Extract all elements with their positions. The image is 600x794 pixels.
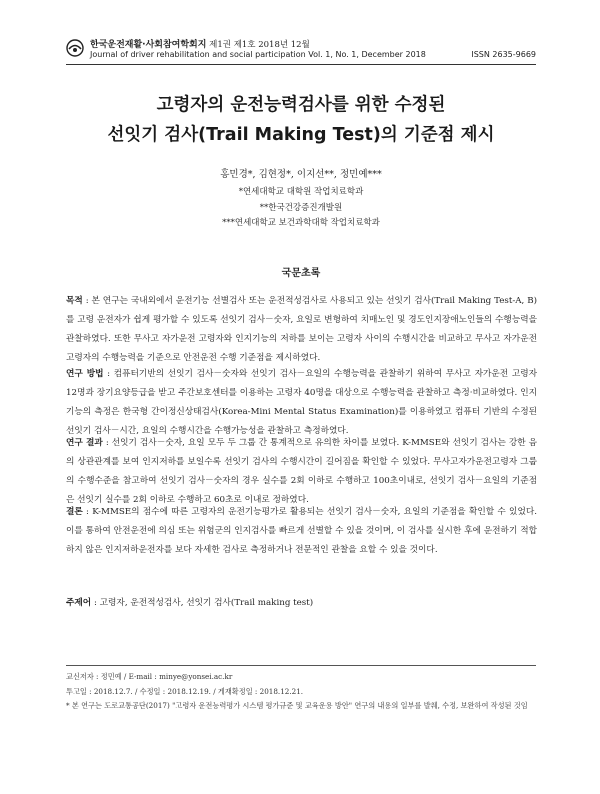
header-divider [66,64,536,65]
keywords-text: : 고령자, 운전적성검사, 선잇기 검사(Trail making test) [91,598,314,608]
objective-label: 목적 [66,296,83,306]
abstract-conclusion [66,503,537,560]
results-label: 연구 결과 [66,438,103,448]
journal-volume: 제1권 제1호 2018년 12월 [209,40,310,50]
abstract-results [66,434,537,510]
conclusion-label: 결론 [66,507,83,517]
issn: ISSN 2635-9669 [471,50,536,59]
journal-header [66,37,536,67]
footer-divider [66,665,536,666]
affiliation-1: *연세대학교 대학원 작업치료학과 [238,187,364,197]
abstract-heading: 국문초록 [281,268,321,279]
journal-name-korean: 한국운전재활·사회참여학회지 [90,40,207,50]
paper-title-line1: 고령자의 운전능력검사를 위한 수정된 [156,95,446,115]
affiliation-2: **한국건강증진개발원 [259,203,343,213]
results-text: : 선잇기 검사－숫자, 요일 모두 두 그룹 간 통계적으로 유의한 차이를 보였다. K-MMSE와 선잇기 검사는 강한 음의 상관관계를 보여 인지저하를 보일수록 선잇기 검사의 수행시간이 길어짐을 확인할 수 있었다. 무사고자가운전고령자 그룹의 수행수준을 참고하여 선잇기 검사－숫자의 경우 실수를 2회 이하로 수행하고 100초이내로, 선잇기 검사－요일의 기준점은 선잇기 실수를 2회 이하로 수행하고 60초로 이내로 정하였다. [66,438,537,505]
paper-title-line2: 선잇기 검사(Trail Making Test)의 기준점 제시 [107,125,495,145]
keywords-label: 주제어 [66,598,92,608]
journal-title-line [90,37,310,50]
abstract-methods [66,365,537,441]
journal-logo-icon [66,39,84,57]
affiliation-3: ***연세대학교 보건과학대학 작업치료학과 [222,218,380,228]
author-list: 홍민경*, 김현정*, 이지선**, 정민예*** [220,169,382,180]
abstract-objective [66,292,537,368]
correspondence-info: 교신저자 : 정민예 / E-mail : minye@yonsei.ac.kr [66,672,233,681]
funding-note: * 본 연구는 도로교통공단(2017) "고령자 운전능력평가 시스템 평가규준 및 교육운용 방안" 연구의 내용의 일부를 발췌, 수정, 보완하여 작성된 것임 [66,701,528,710]
keywords [66,596,537,608]
submission-dates: 투고일 : 2018.12.7. / 수정일 : 2018.12.19. / 게재확정일 : 2018.12.21. [66,687,304,696]
methods-text: : 컴퓨터기반의 선잇기 검사－숫자와 선잇기 검사－요일의 수행능력을 관찰하기 위하여 무사고 자가운전 고령자 12명과 장기요양등급을 받고 주간보호센터를 이용하는 고령자 40명을 대상으로 수행능력을 관찰하고 측정·비교하였다. 인지기능의 측정은 한국형 간이정신상태검사(Korea-Mini Mental Status Examination)를 이용하였고 컴퓨터 기반의 수정된 선잇기 검사－시간, 요일의 수행시간을 수행가능성을 관찰하고 측정하였다. [66,369,537,436]
conclusion-text: : K-MMSE의 점수에 따른 고령자의 운전기능평가로 활용되는 선잇기 검사－숫자, 요일의 기준점을 확인할 수 있었다. 이를 통하여 안전운전에 의심 또는 위험군의 인지검사를 빠르게 선별할 수 있을 것이며, 이 검사를 실시한 후에 운전하기 적합하지 않은 인지저하운전자를 보다 자세한 검사로 측정하거나 전문적인 관찰을 요할 수 있을 것이다. [66,507,537,555]
objective-text: : 본 연구는 국내외에서 운전기능 선별검사 또는 운전적성검사로 사용되고 있는 선잇기 검사(Trail Making Test-A, B)를 고령 운전자가 쉽게 평가할 수 있도록 선잇기 검사－숫자, 요일로 변형하여 치매노인 및 경도인지장애노인들의 수행능력을 관찰하였다. 또한 무사고 자가운전 고령자와 인지기능의 저하를 보이는 고령자 사이의 수행시간을 비교하고 무사고 자가운전 고령자의 수행능력을 기준으로 안전운전 수행 기준점을 제시하였다. [66,296,537,363]
journal-name-english: Journal of driver rehabilitation and social participation Vol. 1, No. 1, December 2018 [90,50,426,59]
methods-label: 연구 방법 [66,369,104,379]
